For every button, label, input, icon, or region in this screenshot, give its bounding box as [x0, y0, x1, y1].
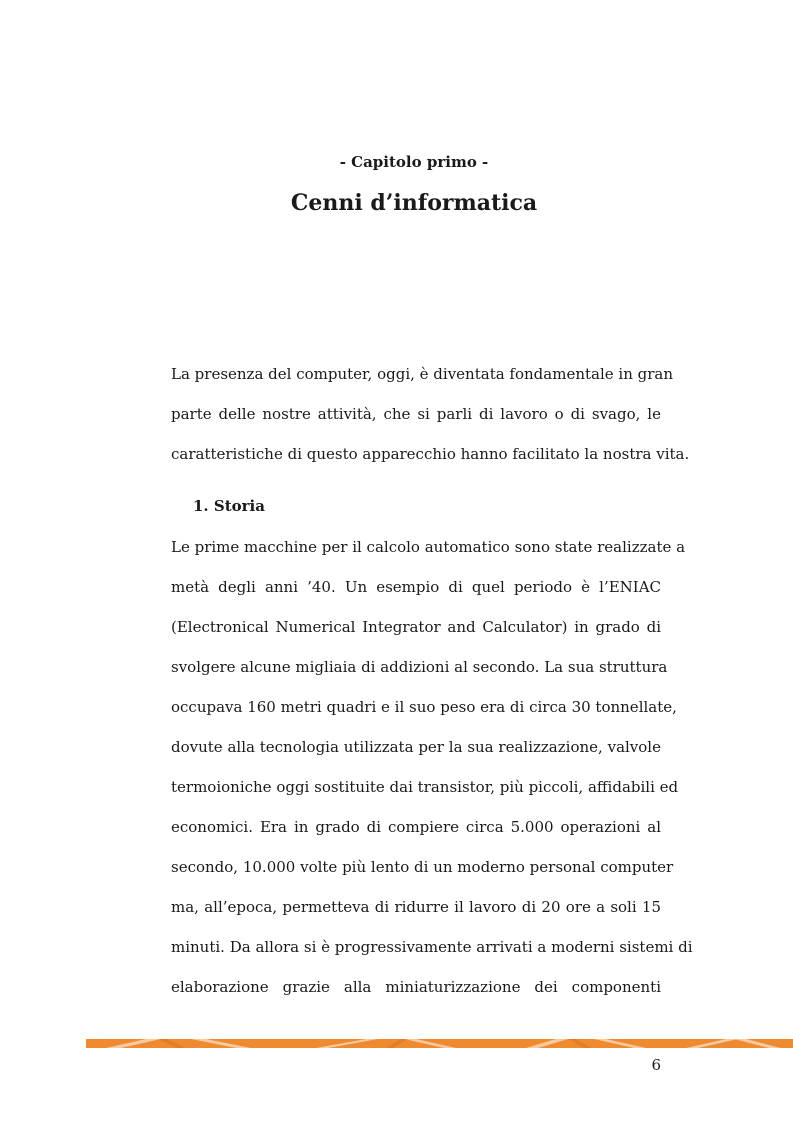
chapter-title: Cenni d’informatica	[290, 190, 538, 216]
body-line: occupava 160 metri quadri e il suo peso era di circa 30 tonnellate,	[171, 698, 677, 716]
body-line: Le prime macchine per il calcolo automatico sono state realizzate a	[171, 538, 686, 556]
body-line: dovute alla tecnologia utilizzata per la sua realizzazione, valvole	[171, 738, 661, 756]
body-line: metà degli anni ’40. Un esempio di quel periodo è l’ENIAC	[171, 578, 661, 596]
body-line: secondo, 10.000 volte più lento di un moderno personal computer	[171, 858, 674, 876]
section-paragraph	[171, 527, 693, 1007]
body-line: minuti. Da allora si è progressivamente arrivati a moderni sistemi di	[171, 938, 693, 956]
body-line: elaborazione grazie alla miniaturizzazione dei componenti	[171, 978, 661, 996]
chapter-label: - Capitolo primo -	[339, 153, 489, 171]
body-line: (Electronical Numerical Integrator and Calculator) in grado di	[171, 618, 661, 636]
body-line: termoioniche oggi sostituite dai transistor, più piccoli, affidabili ed	[171, 778, 679, 796]
footer-decorative-band	[86, 1039, 793, 1048]
intro-line: La presenza del computer, oggi, è diventata fondamentale in gran	[171, 365, 673, 383]
intro-line: parte delle nostre attività, che si parli di lavoro o di svago, le	[171, 405, 661, 423]
intro-paragraph	[171, 354, 690, 474]
intro-line: caratteristiche di questo apparecchio hanno facilitato la nostra vita.	[171, 445, 690, 463]
page-number: 6	[651, 1056, 661, 1074]
body-line: svolgere alcune migliaia di addizioni al secondo. La sua struttura	[171, 658, 668, 676]
body-line: economici. Era in grado di compiere circa 5.000 operazioni al	[171, 818, 661, 836]
section-heading: 1. Storia	[193, 497, 265, 515]
body-line: ma, all’epoca, permetteva di ridurre il lavoro di 20 ore a soli 15	[171, 898, 661, 916]
